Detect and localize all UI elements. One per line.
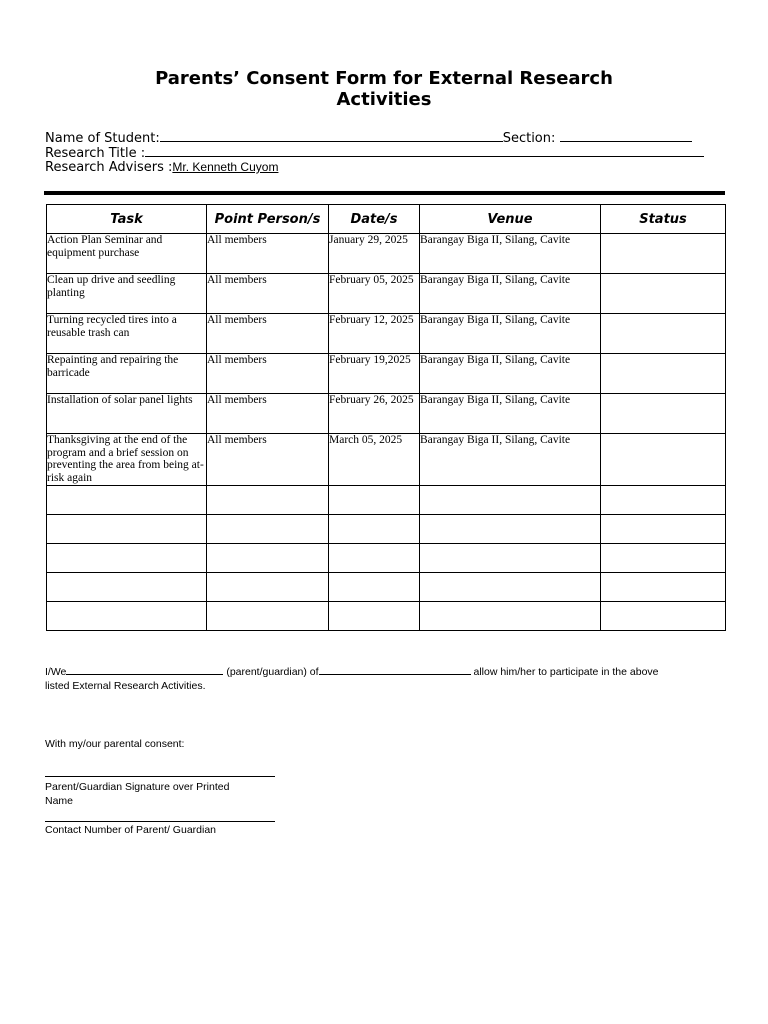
status-cell[interactable] (601, 234, 726, 274)
student-name-blank[interactable] (160, 129, 503, 142)
empty-cell[interactable] (207, 543, 329, 572)
venue-cell: Barangay Biga II, Silang, Cavite (420, 274, 601, 314)
header-task: Task (47, 205, 207, 234)
empty-cell[interactable] (420, 543, 601, 572)
with-consent-label: With my/our parental consent: (45, 738, 185, 750)
allow-text: allow him/her to participate in the above (473, 666, 659, 678)
date-cell: February 26, 2025 (329, 394, 420, 434)
empty-cell[interactable] (207, 601, 329, 630)
parent-guardian-of-label: (parent/guardian) of (226, 666, 319, 678)
parent-name-blank[interactable] (66, 664, 223, 675)
empty-cell[interactable] (329, 514, 420, 543)
section-label: Section: (502, 131, 556, 146)
table-row (47, 274, 726, 314)
header-point-person: Point Person/s (207, 205, 329, 234)
research-advisers-value: Mr. Kenneth Cuyom (172, 160, 279, 174)
venue-cell: Barangay Biga II, Silang, Cavite (420, 394, 601, 434)
task-cell: Turning recycled tires into a reusable trash can (47, 314, 207, 354)
venue-cell: Barangay Biga II, Silang, Cavite (420, 354, 601, 394)
table-row (47, 314, 726, 354)
point-person-cell: All members (207, 434, 329, 486)
signature-label-line-1: Parent/Guardian Signature over Printed (45, 781, 230, 793)
header-dates: Date/s (329, 205, 420, 234)
header-status: Status (601, 205, 726, 234)
table-row (47, 434, 726, 486)
research-title-blank[interactable] (145, 144, 704, 157)
header-venue: Venue (420, 205, 601, 234)
status-cell[interactable] (601, 434, 726, 486)
empty-cell[interactable] (47, 514, 207, 543)
empty-cell[interactable] (601, 543, 726, 572)
empty-cell[interactable] (47, 572, 207, 601)
table-row-empty (47, 543, 726, 572)
table-row (47, 354, 726, 394)
empty-cell[interactable] (207, 514, 329, 543)
table-row (47, 394, 726, 434)
consent-statement-line-2: listed External Research Activities. (45, 680, 206, 692)
table-row-empty (47, 514, 726, 543)
empty-cell[interactable] (601, 601, 726, 630)
empty-cell[interactable] (420, 485, 601, 514)
child-name-blank[interactable] (319, 664, 471, 675)
task-cell: Action Plan Seminar and equipment purchase (47, 234, 207, 274)
empty-cell[interactable] (420, 601, 601, 630)
empty-cell[interactable] (47, 601, 207, 630)
form-title-line-1: Parents’ Consent Form for External Research (155, 68, 613, 89)
activities-table (46, 204, 726, 631)
empty-cell[interactable] (601, 514, 726, 543)
contact-number-line[interactable] (45, 821, 275, 822)
section-blank[interactable] (560, 129, 692, 142)
signature-label-line-2: Name (45, 795, 74, 807)
iwe-label: I/We (45, 666, 67, 678)
empty-cell[interactable] (329, 485, 420, 514)
date-cell: March 05, 2025 (329, 434, 420, 486)
table-header-row (47, 205, 726, 234)
empty-cell[interactable] (207, 485, 329, 514)
empty-cell[interactable] (601, 572, 726, 601)
consent-statement-line-1 (45, 664, 659, 680)
point-person-cell: All members (207, 274, 329, 314)
task-cell: Installation of solar panel lights (47, 394, 207, 434)
point-person-cell: All members (207, 354, 329, 394)
task-cell: Repainting and repairing the barricade (47, 354, 207, 394)
table-row (47, 234, 726, 274)
student-name-label: Name of Student: (45, 131, 160, 146)
venue-cell: Barangay Biga II, Silang, Cavite (420, 234, 601, 274)
status-cell[interactable] (601, 354, 726, 394)
empty-cell[interactable] (420, 572, 601, 601)
status-cell[interactable] (601, 314, 726, 354)
point-person-cell: All members (207, 234, 329, 274)
empty-cell[interactable] (601, 485, 726, 514)
status-cell[interactable] (601, 274, 726, 314)
point-person-cell: All members (207, 314, 329, 354)
status-cell[interactable] (601, 394, 726, 434)
contact-number-label: Contact Number of Parent/ Guardian (45, 824, 217, 836)
table-row-empty (47, 485, 726, 514)
date-cell: February 19,2025 (329, 354, 420, 394)
research-title-label: Research Title : (45, 146, 146, 161)
empty-cell[interactable] (329, 601, 420, 630)
point-person-cell: All members (207, 394, 329, 434)
empty-cell[interactable] (47, 543, 207, 572)
empty-cell[interactable] (207, 572, 329, 601)
empty-cell[interactable] (420, 514, 601, 543)
task-cell: Clean up drive and seedling planting (47, 274, 207, 314)
table-row-empty (47, 572, 726, 601)
venue-cell: Barangay Biga II, Silang, Cavite (420, 314, 601, 354)
research-advisers-row (45, 159, 278, 176)
table-row-empty (47, 601, 726, 630)
date-cell: February 05, 2025 (329, 274, 420, 314)
form-title-line-2: Activities (336, 89, 432, 110)
date-cell: February 12, 2025 (329, 314, 420, 354)
task-cell: Thanksgiving at the end of the program and a brief session on preventing the area from being at-risk again (47, 434, 207, 486)
form-title (0, 68, 768, 110)
empty-cell[interactable] (47, 485, 207, 514)
empty-cell[interactable] (329, 543, 420, 572)
empty-cell[interactable] (329, 572, 420, 601)
research-advisers-label: Research Advisers : (45, 160, 173, 175)
header-divider (44, 191, 725, 195)
signature-line[interactable] (45, 776, 275, 777)
venue-cell: Barangay Biga II, Silang, Cavite (420, 434, 601, 486)
date-cell: January 29, 2025 (329, 234, 420, 274)
